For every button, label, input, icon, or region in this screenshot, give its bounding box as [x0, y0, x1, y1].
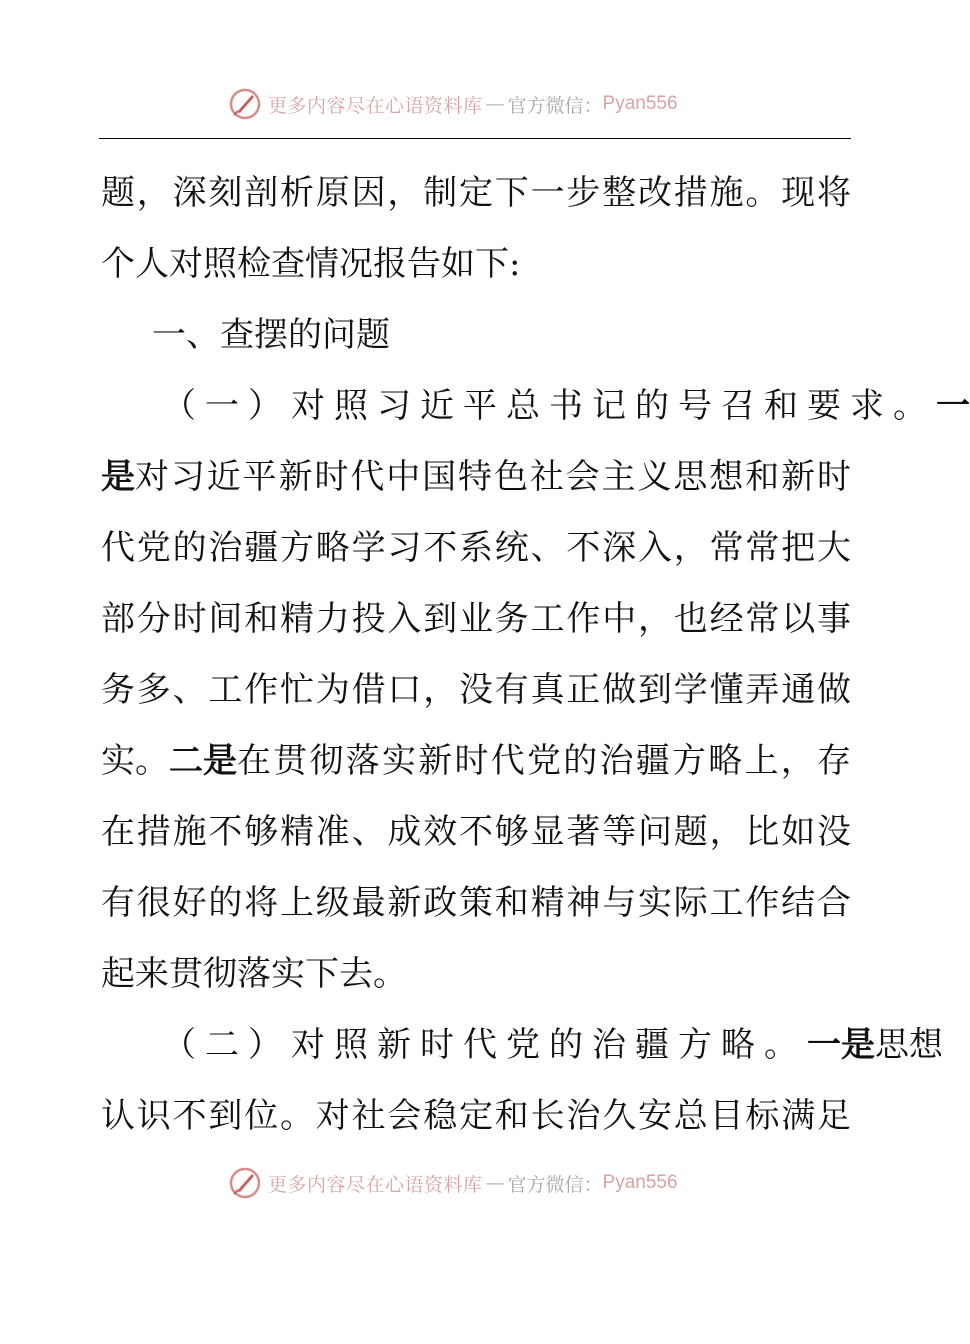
watermark-brand-text: 更多内容尽在心语资料库 [268, 1173, 483, 1196]
line-text: 实。 [101, 741, 169, 781]
subsection-heading-text: （二）对照新时代党的治疆方略。 [162, 1025, 807, 1065]
text-line [101, 1081, 851, 1152]
watermark-separator: — [485, 1172, 505, 1194]
section-heading [101, 300, 851, 371]
bold-marker: 一是 [807, 1025, 875, 1065]
line-text: 个人对照检查情况报告如下: [101, 244, 521, 284]
watermark-wechat-id: Pyan556 [602, 93, 678, 114]
bold-marker: 是 [101, 457, 135, 497]
line-text: 对习近平新时代中国特色社会主义思想和新时 [135, 457, 851, 497]
line-text: 认识不到位。对社会稳定和长治久安总目标满足 [101, 1096, 851, 1136]
footer-watermark [228, 1163, 748, 1203]
section-heading-text: 一、查摆的问题 [152, 315, 390, 355]
subsection-heading-text: （一）对照习近平总书记的号召和要求。 [162, 386, 936, 426]
quill-logo-icon [228, 87, 262, 121]
watermark-label: 官方微信： [507, 94, 603, 117]
line-text: 务多、工作忙为借口，没有真正做到学懂弄通做 [101, 670, 851, 710]
text-line [101, 229, 851, 300]
line-text: 起来贯彻落实下去。 [101, 954, 407, 994]
text-line [101, 158, 851, 229]
line-text: 在贯彻落实新时代党的治疆方略上，存 [237, 741, 851, 781]
bold-marker: 二是 [169, 741, 237, 781]
text-line [101, 513, 851, 584]
line-text: 在措施不够精准、成效不够显著等问题，比如没 [101, 812, 851, 852]
header-rule [99, 138, 851, 139]
line-text: 题，深刻剖析原因，制定下一步整改措施。现将 [101, 173, 851, 213]
subsection-heading-line [101, 1010, 943, 1081]
text-line [101, 726, 851, 797]
bold-marker: 一 [936, 386, 970, 426]
text-line [101, 797, 851, 868]
subsection-heading-line [101, 371, 970, 442]
document-body [101, 158, 970, 1152]
watermark-separator: — [485, 93, 505, 115]
line-text: 部分时间和精力投入到业务工作中，也经常以事 [101, 599, 851, 639]
watermark-wechat-id: Pyan556 [602, 1172, 678, 1193]
line-text: 思想 [875, 1025, 943, 1065]
line-text: 代党的治疆方略学习不系统、不深入，常常把大 [101, 528, 851, 568]
watermark-brand-text: 更多内容尽在心语资料库 [268, 94, 483, 117]
line-text: 有很好的将上级最新政策和精神与实际工作结合 [101, 883, 851, 923]
text-line [101, 584, 851, 655]
text-line [101, 655, 851, 726]
text-line [101, 442, 851, 513]
text-line [101, 939, 851, 1010]
watermark-label: 官方微信： [507, 1173, 603, 1196]
header-watermark [228, 84, 748, 124]
text-line [101, 868, 851, 939]
quill-logo-icon [228, 1166, 262, 1200]
